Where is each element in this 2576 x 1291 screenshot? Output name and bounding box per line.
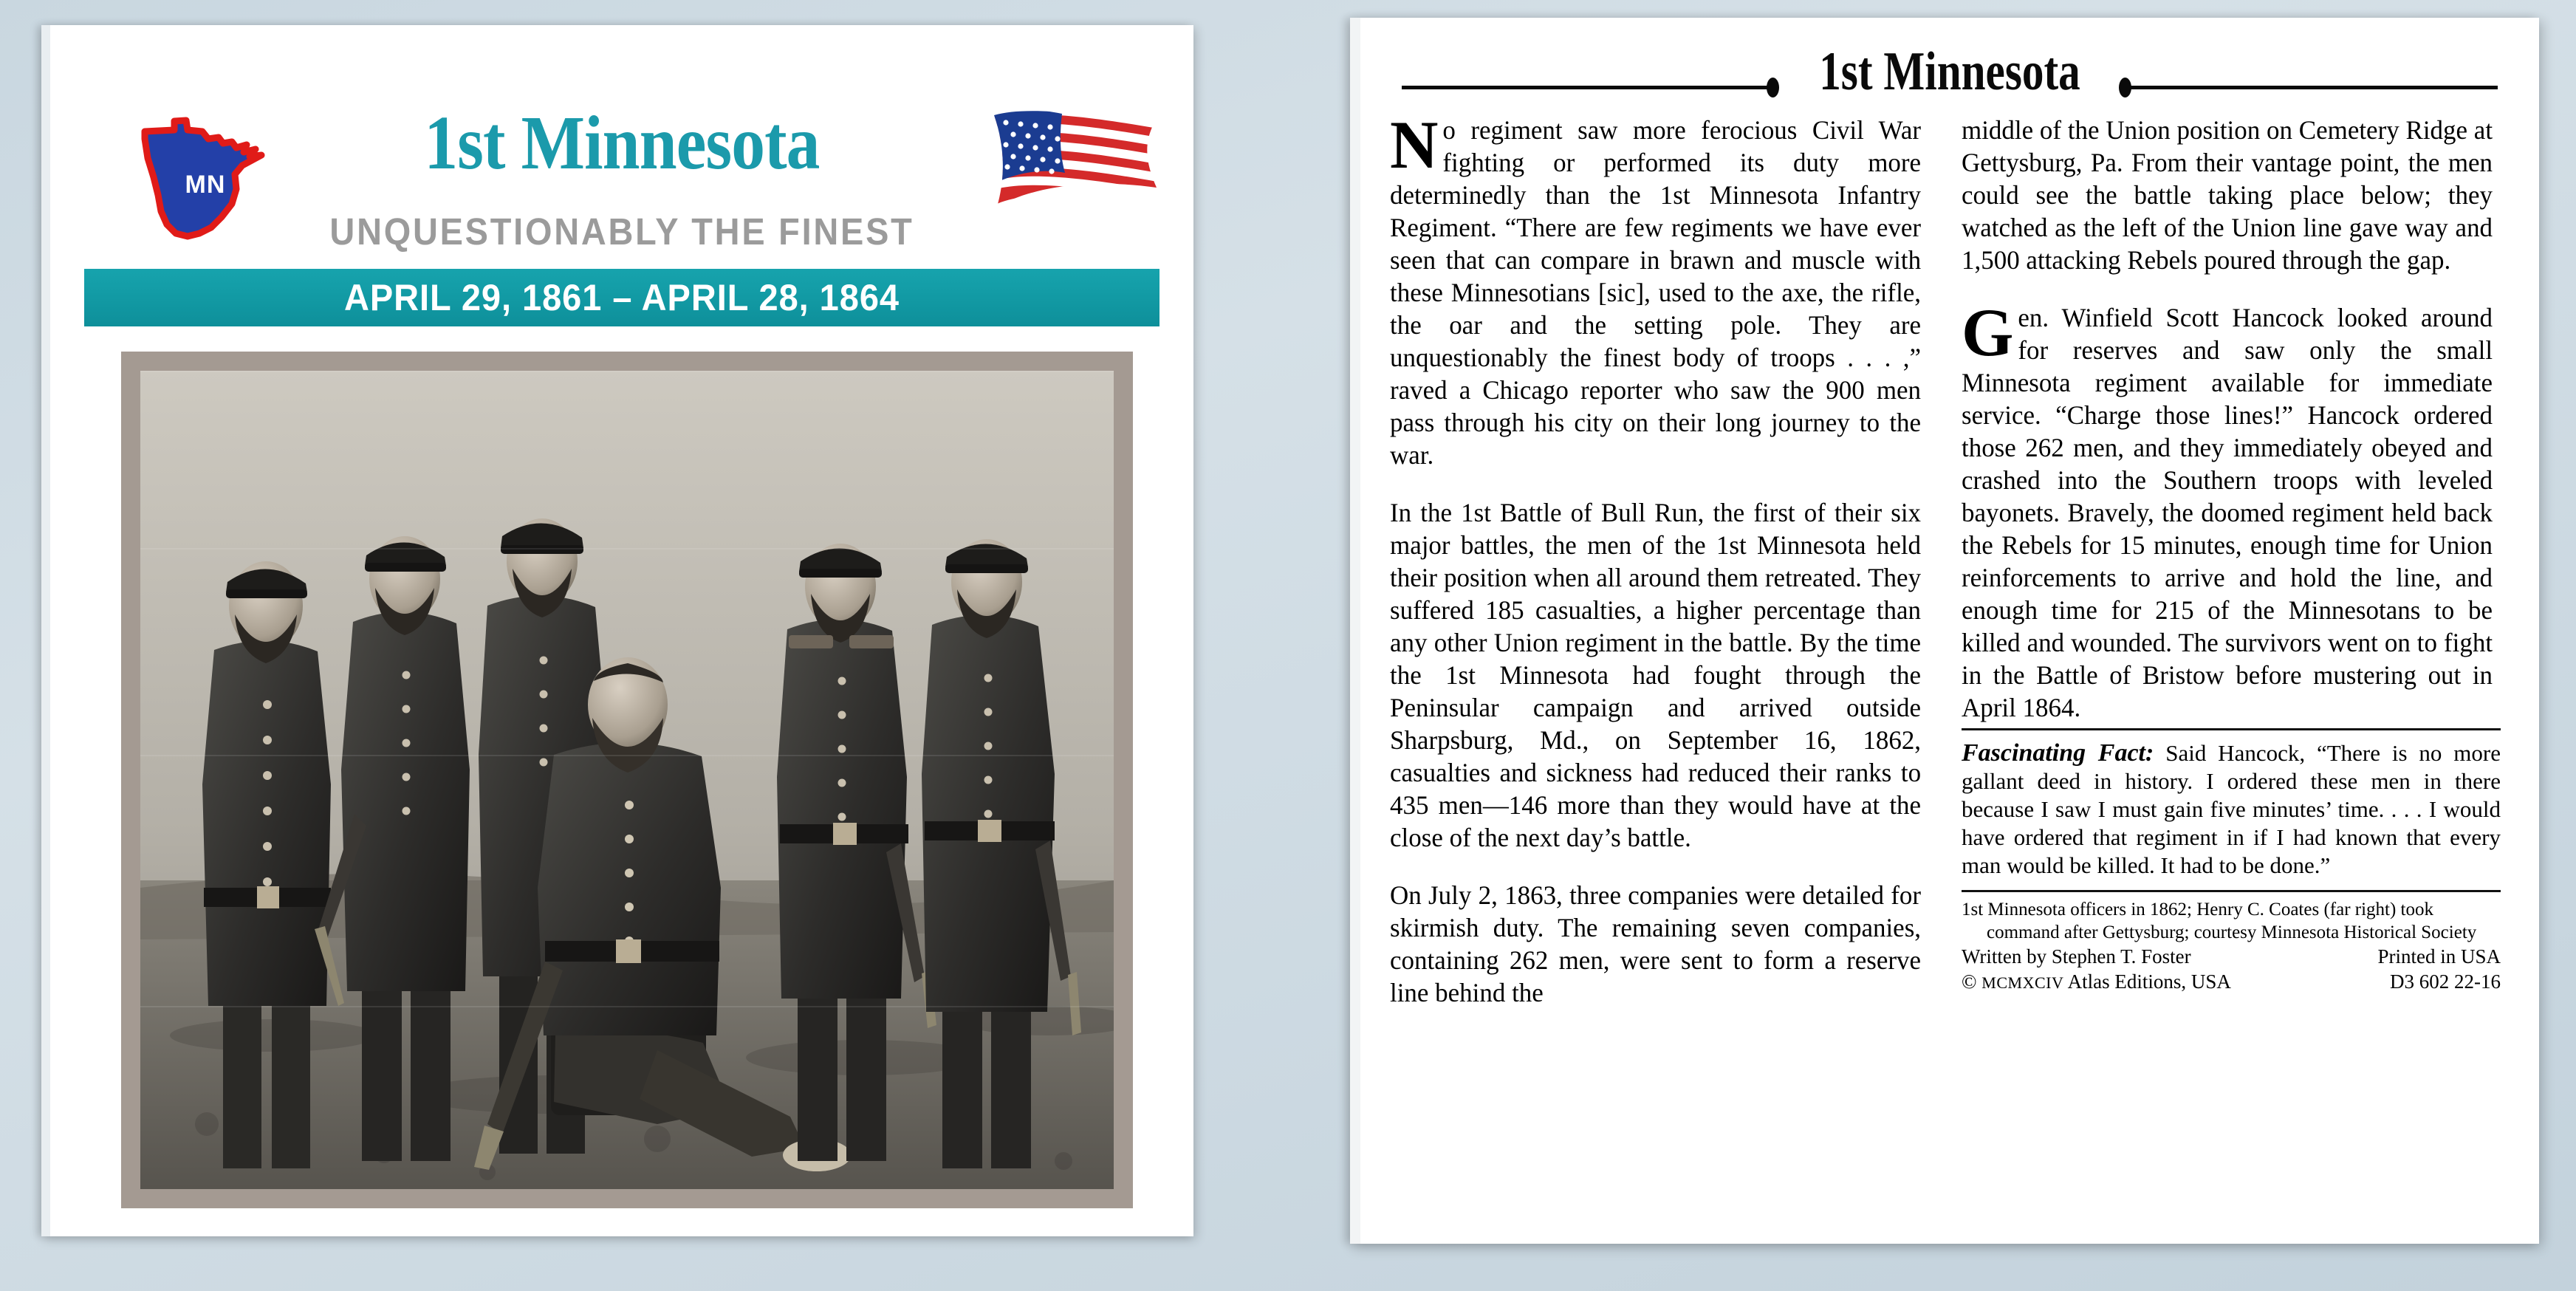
article-columns bbox=[1390, 107, 2510, 1133]
copyright-label bbox=[1962, 969, 2231, 996]
article-column-left bbox=[1390, 107, 1929, 1133]
photograph-frame bbox=[121, 352, 1133, 1208]
card-front bbox=[41, 25, 1193, 1236]
paragraph-text: On July 2, 1863, three companies were detailed for skirmish duty. The remaining seven companies, containing 262 men, were sent to form a reserve line behind the bbox=[1390, 880, 1922, 1007]
paragraph bbox=[1390, 107, 1922, 471]
paragraph-text: en. Winfield Scott Hancock looked around for reserves and saw only the small Minnesota regiment available for immediate service. “Charge those lines!” Hancock ordered those 262 men, and they immediately obeyed and crashed into the Southern troops with leveled bayonets. Bravely, the doomed regiment held back the Rebels for 15 minutes, enough time for Union reinforcements to arrive and hold the line, and enough time for 215 of the Minnesotans to be killed and wounded. The survivors went on to fight in the Battle of Bristow before mustering out in April 1864. bbox=[1962, 303, 2493, 722]
paragraph bbox=[1962, 295, 2493, 724]
back-card-title: 1st Minnesota bbox=[1819, 41, 2080, 102]
copyright-roman-year: MCMXCIV bbox=[1981, 973, 2064, 992]
header-rule-right bbox=[2128, 86, 2498, 89]
credits-row-copyright bbox=[1962, 969, 2501, 996]
card-back bbox=[1350, 18, 2539, 1244]
date-range-band bbox=[84, 269, 1159, 326]
front-card-subtitle: UNQUESTIONABLY THE FINEST bbox=[329, 210, 914, 253]
credits-divider bbox=[1962, 890, 2501, 892]
paragraph bbox=[1390, 496, 1921, 854]
paragraph-text: middle of the Union position on Cemetery Ridge at Gettysburg, Pa. From their vantage point, the men could see the battle taking place below; they watched as the left of the Union line gave way and 1,500 attacking Rebels poured through the gap. bbox=[1962, 115, 2493, 275]
copyright-publisher: Atlas Editions, USA bbox=[2067, 970, 2231, 993]
card-front-inner bbox=[50, 25, 1193, 1236]
front-card-title: 1st Minnesota bbox=[424, 100, 820, 185]
drop-cap: N bbox=[1390, 107, 1439, 182]
paragraph bbox=[1962, 114, 2493, 276]
historical-photograph bbox=[140, 371, 1114, 1189]
written-by-label: Written by Stephen T. Foster bbox=[1962, 945, 2191, 968]
catalog-code-label: D3 602 22-16 bbox=[2390, 970, 2501, 993]
paragraph-text: o regiment saw more ferocious Civil War fighting or performed its duty more determinedly than the 1st Minnesota Infantry Regiment. “There are few regiments we have ever seen that can compare in brawn and muscle with these Minnesotians [sic], used to the axe, the rifle, the oar and the setting pole. They are unquestionably the finest body of troops . . . ,” raved a Chicago reporter who saw the 900 men pass through his city on their long journey to the war. bbox=[1390, 115, 1922, 470]
paragraph bbox=[1390, 879, 1921, 1009]
photo-caption-line-2: command after Gettysburg; courtesy Minnesota Historical Society bbox=[1987, 922, 2477, 942]
fascinating-fact-label: Fascinating Fact: bbox=[1962, 739, 2154, 767]
drop-cap: G bbox=[1962, 295, 2014, 370]
date-range-label: APRIL 29, 1861 – APRIL 28, 1864 bbox=[343, 277, 900, 318]
fascinating-fact-text: Said Hancock, “There is no more gallant deed in history. I ordered these men in there because I saw I must gain five minutes’ time. . . . I would have ordered that regiment in if I had known that every man would be killed. It had to be done.” bbox=[1962, 740, 2501, 878]
back-card-header bbox=[1390, 43, 2510, 114]
credits-row-author bbox=[1962, 944, 2501, 969]
paragraph-text: In the 1st Battle of Bull Run, the first of their six major battles, the men of the 1st Minnesota held their position when all around them retreated. They suffered 185 casualties, a higher percentage than any other Union regiment in the battle. By the time the 1st Minnesota had fought through the Peninsular campaign and arrived outside Sharpsburg, Md., on September 16, 1862, casualties and sickness had reduced their ranks to 435 men—146 more than they would have at the close of the next day’s battle. bbox=[1390, 498, 1922, 852]
fascinating-fact bbox=[1962, 739, 2501, 880]
photo-caption-line-1: 1st Minnesota officers in 1862; Henry C. Coates (far right) took bbox=[1962, 900, 2434, 920]
copyright-symbol-icon: © bbox=[1962, 970, 1977, 993]
state-abbreviation-label: MN bbox=[185, 171, 226, 199]
article-column-right bbox=[1962, 114, 2501, 1133]
fascinating-fact-divider bbox=[1962, 728, 2501, 730]
printed-in-label: Printed in USA bbox=[2377, 945, 2501, 968]
